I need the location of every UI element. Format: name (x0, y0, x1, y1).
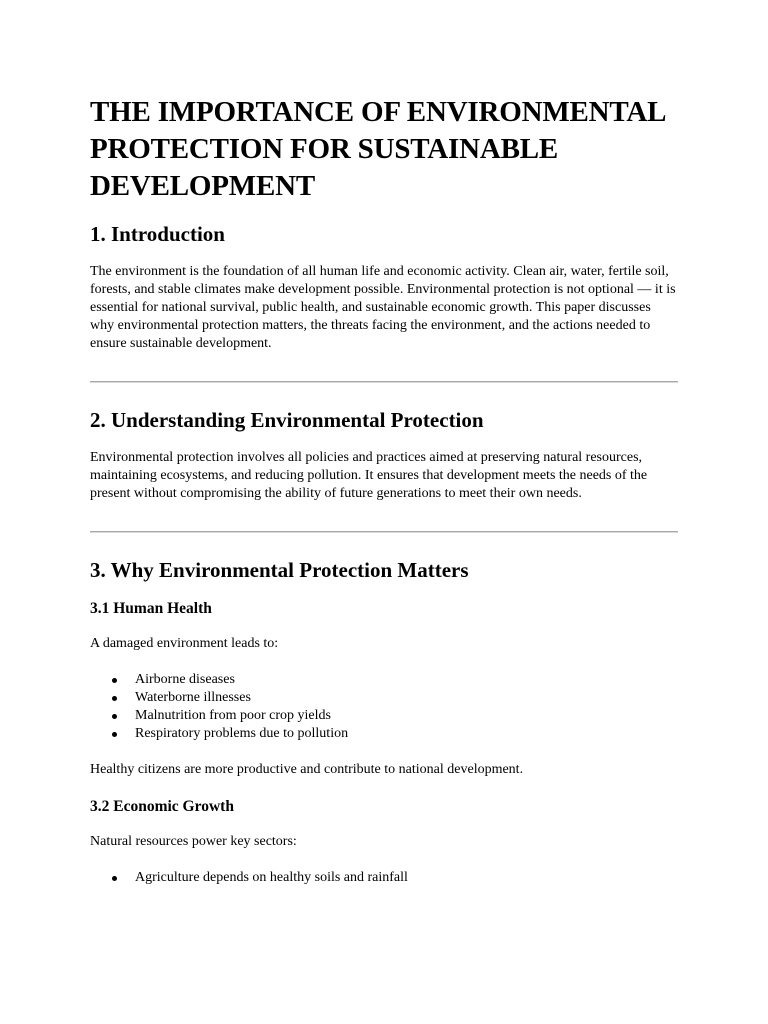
human-health-list (90, 671, 678, 743)
section-divider (90, 381, 678, 383)
list-item-text: Malnutrition from poor crop yields (135, 708, 331, 723)
economic-growth-list (90, 869, 678, 887)
introduction-paragraph: The environment is the foundation of all human life and economic activity. Clean air, water, fertile soil, forests, and stable climates make development possible. Environmental protection is not optional — it is essential for national survival, public health, and sustainable economic growth. This paper discusses why environmental protection matters, the threats facing the environment, and the actions needed to ensure sustainable development. (90, 264, 676, 351)
list-item-text: Respiratory problems due to pollution (135, 726, 349, 741)
bullet-icon (112, 714, 117, 719)
list-item-text: Waterborne illnesses (135, 690, 251, 705)
bullet-icon (112, 876, 117, 881)
document-title: THE IMPORTANCE OF ENVIRONMENTAL PROTECTION FOR SUSTAINABLE DEVELOPMENT (90, 96, 665, 202)
bullet-icon (112, 732, 117, 737)
section-heading-understanding: 2. Understanding Environmental Protection (90, 408, 484, 432)
section-heading-introduction: 1. Introduction (90, 222, 225, 246)
human-health-intro: A damaged environment leads to: (90, 636, 279, 651)
section-heading-why-matters: 3. Why Environmental Protection Matters (90, 558, 469, 582)
bullet-icon (112, 678, 117, 683)
subsection-heading-human-health: 3.1 Human Health (90, 600, 212, 617)
bullet-icon (112, 696, 117, 701)
subsection-heading-economic-growth: 3.2 Economic Growth (90, 798, 234, 815)
list-item (90, 689, 678, 707)
list-item (90, 725, 678, 743)
economic-growth-intro: Natural resources power key sectors: (90, 834, 297, 849)
list-item-text: Agriculture depends on healthy soils and rainfall (135, 870, 408, 885)
list-item (90, 869, 678, 887)
list-item (90, 707, 678, 725)
understanding-paragraph: Environmental protection involves all policies and practices aimed at preserving natural resources, maintaining ecosystems, and reducing pollution. It ensures that development meets the needs of the present without compromising the ability of future generations to meet their own needs. (90, 450, 648, 501)
list-item (90, 671, 678, 689)
section-divider (90, 531, 678, 533)
list-item-text: Airborne diseases (135, 672, 235, 687)
human-health-outro: Healthy citizens are more productive and contribute to national development. (90, 762, 524, 777)
